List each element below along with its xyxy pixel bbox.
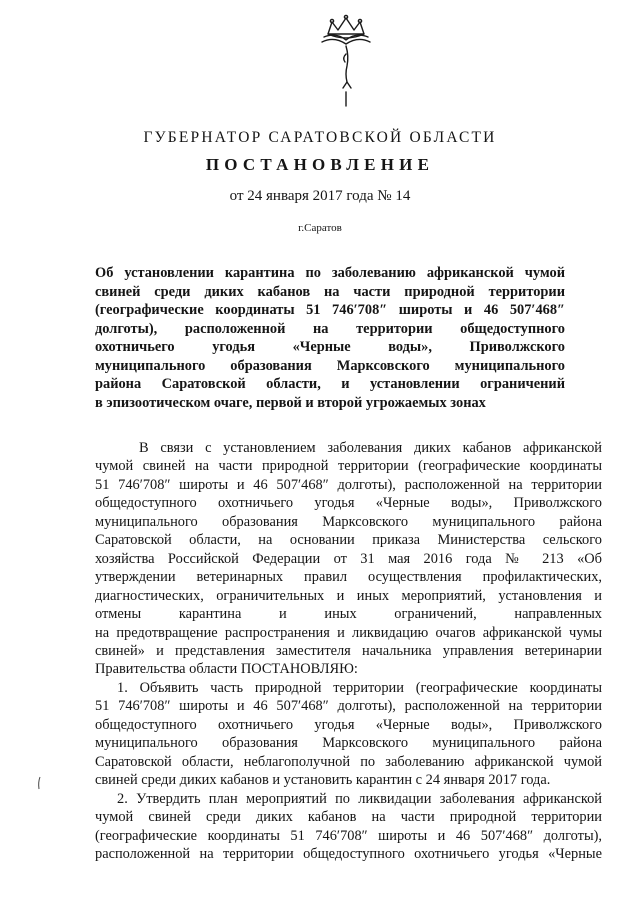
document-body <box>95 439 602 863</box>
body-line: муниципального образования Марксовского муниципального района <box>95 513 602 530</box>
issuing-authority: ГУБЕРНАТОР САРАТОВСКОЙ ОБЛАСТИ <box>143 129 497 146</box>
body-line: В связи с установлением заболевания диких кабанов африканской <box>139 440 602 456</box>
title-line: свиней среди диких кабанов на части природной территории <box>95 283 565 300</box>
body-line: общедоступного охотничьего угодья «Черные воды», Приволжского <box>95 716 602 733</box>
body-line: муниципального образования Марксовского муниципального района <box>95 735 602 752</box>
body-line: 2. Утвердить план мероприятий по ликвидации заболевания африканской <box>117 790 602 807</box>
title-line: в эпизоотическом очаге, первой и второй угрожаемых зонах <box>95 394 486 411</box>
body-line: 1. Объявить часть природной территории (географические координаты <box>117 679 602 696</box>
title-line: долготы), расположенной на территории общедоступного <box>95 320 565 337</box>
title-line: Об установлении карантина по заболеванию африканской чумой <box>95 265 565 281</box>
body-line: диагностических, ограничительных и иных мероприятий, установления и <box>95 587 602 604</box>
title-line: района Саратовской области, и установлении ограничений <box>95 376 565 392</box>
body-line: хозяйства Российской Федерации от 31 мая 2016 года № 213 «Об <box>95 550 602 567</box>
body-line: отмены карантина и иных ограничений, направленных <box>95 606 602 623</box>
body-line: расположенной на территории общедоступного охотничьего угодья «Черные <box>95 845 602 862</box>
body-line: 51 746′708″ широты и 46 507′468″ долготы), расположенной на территории <box>95 476 602 493</box>
body-line: чумой свиней на части природной территории (географические координаты <box>95 458 602 475</box>
body-line: (географические координаты 51 746′708″ широты и 46 507′468″ долготы), <box>95 827 602 844</box>
title-line: (географические координаты 51 746′708″ широты и 46 507′468″ <box>95 302 565 318</box>
body-line: Саратовской области, на основании приказа Министерства сельского <box>95 532 602 549</box>
coat-of-arms-emblem <box>318 12 374 112</box>
body-line: 51 746′708″ широты и 46 507′468″ долготы), расположенной на территории <box>95 698 602 715</box>
title-line: муниципального образования Марксовского муниципального <box>95 357 565 374</box>
document-date-number: от 24 января 2017 года № 14 <box>229 188 411 204</box>
document-place: г.Саратов <box>298 222 342 234</box>
body-line: свиней» и представления заместителя начальника управления ветеринарии <box>95 642 602 659</box>
body-line: Правительства области ПОСТАНОВЛЯЮ: <box>95 661 358 678</box>
body-line: на предотвращение распространения и ликвидацию очагов африканской чумы <box>95 624 602 641</box>
document-type-heading: ПОСТАНОВЛЕНИЕ <box>205 155 435 174</box>
body-line: чумой свиней среди диких кабанов на части природной территории <box>95 809 602 826</box>
body-line: Саратовской области, неблагополучной по заболеванию африканской чумой <box>95 753 602 770</box>
body-line: утверждении ветеринарных правил осуществления профилактических, <box>95 569 602 586</box>
margin-pen-mark <box>36 776 42 790</box>
title-line: охотничьего угодья «Черные воды», Приволжского <box>95 339 565 355</box>
body-line: общедоступного охотничьего угодья «Черные воды», Приволжского <box>95 495 602 512</box>
body-line: свиней среди диких кабанов и установить карантин с 24 января 2017 года. <box>95 772 551 789</box>
document-title <box>95 264 565 412</box>
